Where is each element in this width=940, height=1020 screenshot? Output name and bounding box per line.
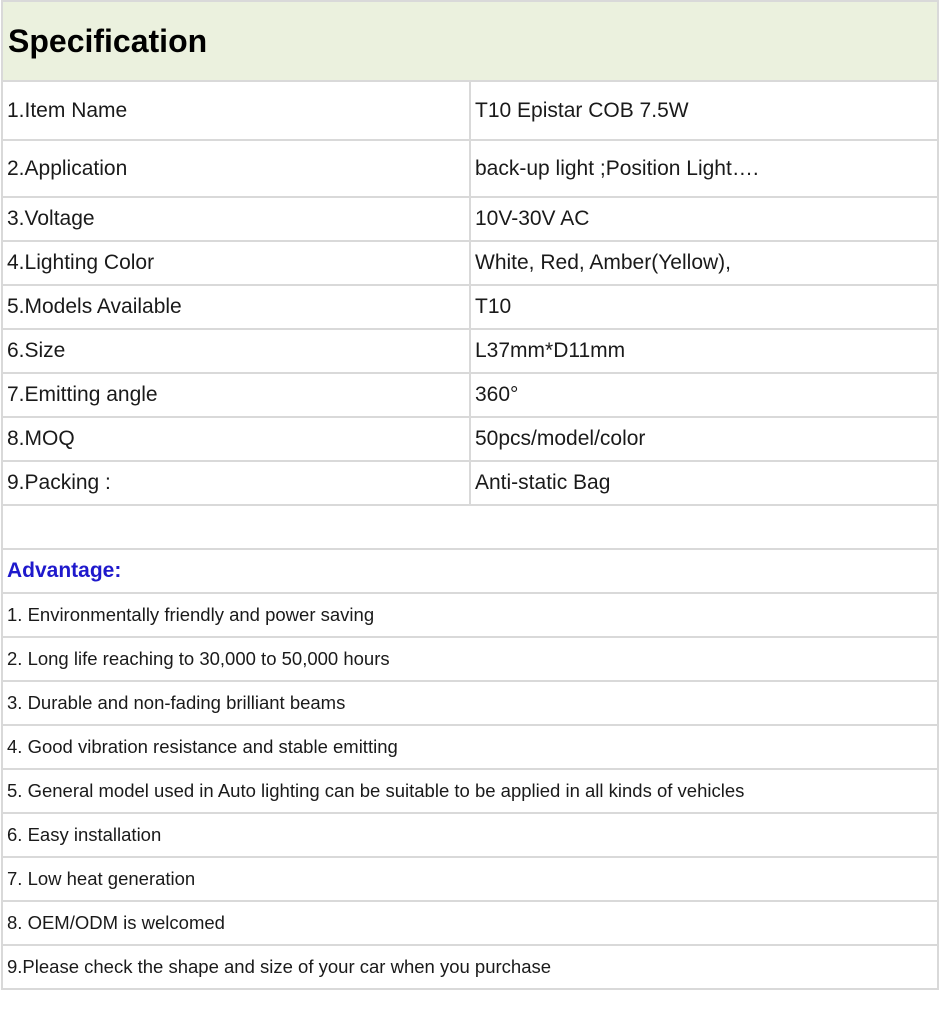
spec-key: 2.Application <box>2 140 470 197</box>
spec-key: 5.Models Available <box>2 285 470 329</box>
advantage-row <box>2 813 938 857</box>
advantage-row <box>2 637 938 681</box>
advantage-item: 7. Low heat generation <box>2 857 938 901</box>
spec-row <box>2 329 938 373</box>
title-row <box>2 1 938 81</box>
spec-row <box>2 140 938 197</box>
blank-cell <box>2 505 938 549</box>
specification-table <box>1 0 939 990</box>
spec-key: 9.Packing : <box>2 461 470 505</box>
advantage-row <box>2 681 938 725</box>
advantage-item: 4. Good vibration resistance and stable emitting <box>2 725 938 769</box>
spec-value: T10 <box>470 285 938 329</box>
advantage-item: 9.Please check the shape and size of your car when you purchase <box>2 945 938 989</box>
advantage-row <box>2 769 938 813</box>
spec-key: 1.Item Name <box>2 81 470 140</box>
spec-key: 3.Voltage <box>2 197 470 241</box>
spec-value: L37mm*D11mm <box>470 329 938 373</box>
advantage-header-row <box>2 549 938 593</box>
spec-value: 360° <box>470 373 938 417</box>
spec-row <box>2 417 938 461</box>
spec-row <box>2 285 938 329</box>
advantage-item: 2. Long life reaching to 30,000 to 50,000 hours <box>2 637 938 681</box>
blank-row <box>2 505 938 549</box>
spec-row <box>2 81 938 140</box>
spec-row <box>2 461 938 505</box>
advantage-item: 1. Environmentally friendly and power saving <box>2 593 938 637</box>
spec-value: Anti-static Bag <box>470 461 938 505</box>
advantage-row <box>2 945 938 989</box>
spec-row <box>2 197 938 241</box>
spec-row <box>2 373 938 417</box>
advantage-row <box>2 857 938 901</box>
spec-value: 50pcs/model/color <box>470 417 938 461</box>
advantage-heading: Advantage: <box>2 549 938 593</box>
spec-key: 4.Lighting Color <box>2 241 470 285</box>
spec-key: 8.MOQ <box>2 417 470 461</box>
advantage-item: 5. General model used in Auto lighting can be suitable to be applied in all kinds of vehicles <box>2 769 938 813</box>
page-title: Specification <box>2 1 938 81</box>
advantage-row <box>2 901 938 945</box>
advantage-item: 6. Easy installation <box>2 813 938 857</box>
advantage-row <box>2 593 938 637</box>
spec-value: back-up light ;Position Light…. <box>470 140 938 197</box>
spec-value: White, Red, Amber(Yellow), <box>470 241 938 285</box>
spec-value: 10V-30V AC <box>470 197 938 241</box>
spec-row <box>2 241 938 285</box>
advantage-item: 8. OEM/ODM is welcomed <box>2 901 938 945</box>
spec-key: 6.Size <box>2 329 470 373</box>
advantage-item: 3. Durable and non-fading brilliant beams <box>2 681 938 725</box>
spec-key: 7.Emitting angle <box>2 373 470 417</box>
spec-value: T10 Epistar COB 7.5W <box>470 81 938 140</box>
advantage-row <box>2 725 938 769</box>
